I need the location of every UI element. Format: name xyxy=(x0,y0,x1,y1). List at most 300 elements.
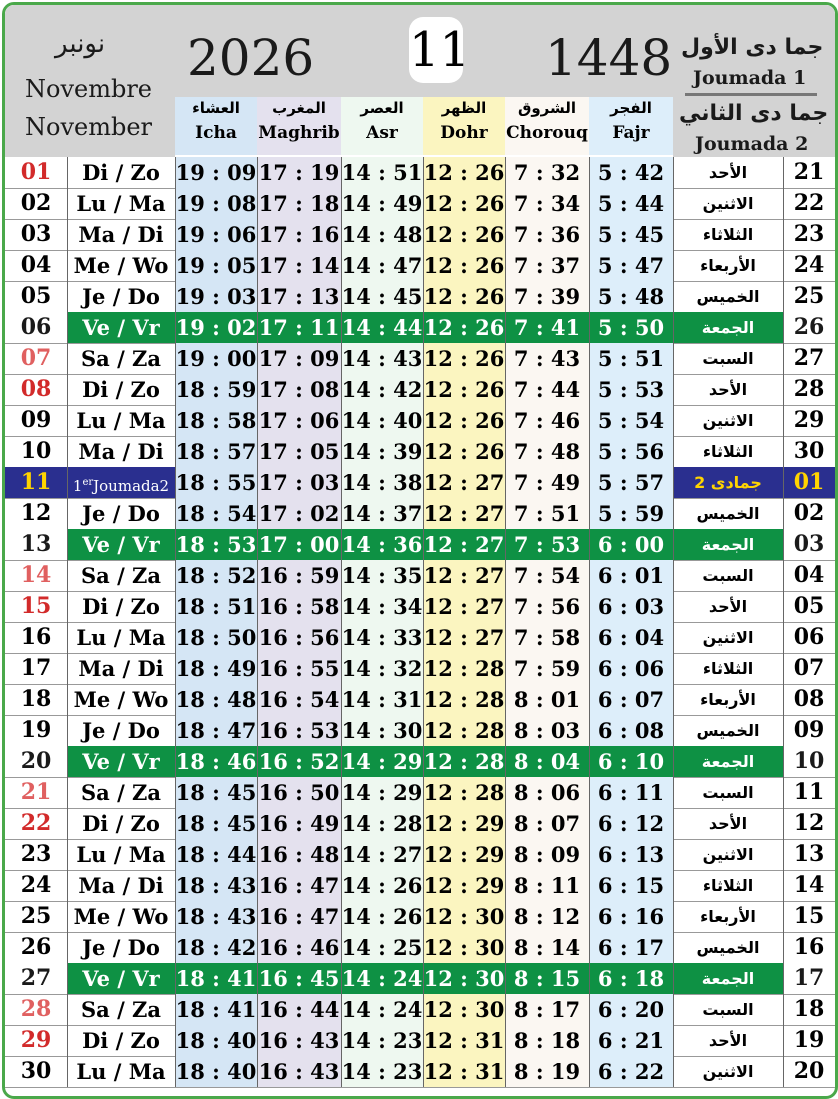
column-divider xyxy=(175,312,176,343)
asr-time: 14 : 33 xyxy=(341,622,423,653)
maghrib-time: 17 : 11 xyxy=(257,312,341,343)
column-divider xyxy=(505,281,506,312)
column-divider xyxy=(423,653,424,684)
hijri-day: 08 xyxy=(793,686,825,712)
fajr-time: 5 : 53 xyxy=(589,374,673,405)
asr-time: 14 : 45 xyxy=(341,281,423,312)
asr-time: 14 : 24 xyxy=(341,994,423,1025)
column-divider xyxy=(175,498,176,529)
day-number: 27 xyxy=(5,963,67,994)
fajr-time: 5 : 50 xyxy=(589,312,673,343)
hijri-day: 11 xyxy=(793,779,825,805)
maghrib-time: 17 : 19 xyxy=(257,157,341,188)
column-divider xyxy=(67,870,68,901)
hijri-separator xyxy=(685,93,817,96)
column-divider xyxy=(505,994,506,1025)
column-divider xyxy=(341,498,342,529)
chorouq-time: 7 : 48 xyxy=(505,436,589,467)
weekday-arabic: السبت xyxy=(702,783,754,802)
table-row xyxy=(5,281,835,313)
calendar-frame xyxy=(2,2,838,1099)
maghrib-time: 16 : 47 xyxy=(257,901,341,932)
column-divider xyxy=(67,684,68,715)
column-divider xyxy=(67,405,68,436)
dohr-time: 12 : 28 xyxy=(423,653,505,684)
dohr-time: 12 : 30 xyxy=(423,963,505,994)
day-number: 11 xyxy=(5,467,67,498)
icha-time: 18 : 48 xyxy=(175,684,257,715)
column-divider xyxy=(505,405,506,436)
column-divider xyxy=(341,281,342,312)
column-header-icha-label: Icha xyxy=(195,123,237,143)
table-row xyxy=(5,870,835,902)
icha-time: 19 : 02 xyxy=(175,312,257,343)
hijri-day: 15 xyxy=(793,903,825,929)
fajr-time: 6 : 18 xyxy=(589,963,673,994)
column-divider xyxy=(341,157,342,188)
column-divider xyxy=(341,622,342,653)
asr-time: 14 : 40 xyxy=(341,405,423,436)
day-number: 03 xyxy=(20,221,52,247)
ordinal-suffix: er xyxy=(82,477,94,488)
column-divider xyxy=(673,870,674,901)
column-divider xyxy=(589,653,590,684)
chorouq-time: 8 : 14 xyxy=(505,932,589,963)
column-divider xyxy=(783,498,784,529)
column-divider xyxy=(505,777,506,808)
hijri-day: 16 xyxy=(793,934,825,960)
column-divider xyxy=(67,901,68,932)
column-divider xyxy=(67,250,68,281)
column-divider xyxy=(423,498,424,529)
dohr-time: 12 : 27 xyxy=(423,591,505,622)
column-divider xyxy=(673,250,674,281)
column-divider xyxy=(67,622,68,653)
column-divider xyxy=(67,157,68,188)
weekday: Di / Zo xyxy=(82,377,160,402)
weekday: Ve / Vr xyxy=(67,529,175,560)
maghrib-time: 16 : 50 xyxy=(257,777,341,808)
column-divider xyxy=(67,312,68,343)
column-divider xyxy=(423,188,424,219)
fajr-time: 6 : 11 xyxy=(589,777,673,808)
icha-time: 18 : 57 xyxy=(175,436,257,467)
weekday: Sa / Za xyxy=(80,997,161,1022)
column-divider xyxy=(67,343,68,374)
maghrib-time: 16 : 54 xyxy=(257,684,341,715)
weekday-arabic: الاثنين xyxy=(702,1062,754,1081)
hijri-day: 04 xyxy=(793,562,825,588)
column-divider xyxy=(341,343,342,374)
fajr-time: 5 : 57 xyxy=(589,467,673,498)
fajr-time: 5 : 51 xyxy=(589,343,673,374)
dohr-time: 12 : 27 xyxy=(423,467,505,498)
asr-time: 14 : 51 xyxy=(341,157,423,188)
column-divider xyxy=(505,622,506,653)
fajr-time: 6 : 17 xyxy=(589,932,673,963)
column-divider xyxy=(257,777,258,808)
maghrib-time: 17 : 02 xyxy=(257,498,341,529)
column-divider xyxy=(589,839,590,870)
hijri-year: 1448 xyxy=(545,29,673,87)
fajr-time: 6 : 07 xyxy=(589,684,673,715)
weekday: Je / Do xyxy=(82,284,160,309)
column-divider xyxy=(505,312,506,343)
column-divider xyxy=(175,808,176,839)
column-divider xyxy=(505,374,506,405)
weekday: Di / Zo xyxy=(82,594,160,619)
icha-time: 18 : 47 xyxy=(175,715,257,746)
column-header-asr-arabic: العصر xyxy=(360,99,404,117)
column-divider xyxy=(589,343,590,374)
icha-time: 18 : 43 xyxy=(175,901,257,932)
table-row xyxy=(5,1025,835,1057)
weekday: Di / Zo xyxy=(82,811,160,836)
column-divider xyxy=(505,529,506,560)
column-divider xyxy=(673,374,674,405)
column-divider xyxy=(175,622,176,653)
column-divider xyxy=(257,157,258,188)
hijri-month-start-label: Joumada2 xyxy=(93,477,170,495)
day-number: 16 xyxy=(20,624,52,650)
weekday: Ma / Di xyxy=(78,222,164,247)
chorouq-time: 8 : 06 xyxy=(505,777,589,808)
column-divider xyxy=(673,622,674,653)
weekday: Ve / Vr xyxy=(67,312,175,343)
table-row xyxy=(5,963,835,995)
weekday-arabic: الجمعة xyxy=(673,746,783,777)
column-divider xyxy=(423,715,424,746)
chorouq-time: 7 : 49 xyxy=(505,467,589,498)
day-number: 06 xyxy=(5,312,67,343)
weekday: Sa / Za xyxy=(80,346,161,371)
dohr-time: 12 : 30 xyxy=(423,932,505,963)
column-divider xyxy=(175,1056,176,1087)
maghrib-time: 16 : 43 xyxy=(257,1056,341,1087)
column-divider xyxy=(257,529,258,560)
hijri-day: 25 xyxy=(793,283,825,309)
weekday: Di / Zo xyxy=(82,160,160,185)
maghrib-time: 16 : 59 xyxy=(257,560,341,591)
asr-time: 14 : 49 xyxy=(341,188,423,219)
column-divider xyxy=(505,498,506,529)
column-divider xyxy=(423,250,424,281)
chorouq-time: 7 : 36 xyxy=(505,219,589,250)
asr-time: 14 : 44 xyxy=(341,312,423,343)
column-divider xyxy=(175,901,176,932)
weekday-arabic: الجمعة xyxy=(673,963,783,994)
column-divider xyxy=(175,591,176,622)
maghrib-time: 17 : 09 xyxy=(257,343,341,374)
table-row xyxy=(5,343,835,375)
day-number: 25 xyxy=(20,903,52,929)
column-divider xyxy=(67,219,68,250)
hijri-month1-latin: Joumada 1 xyxy=(693,67,807,89)
day-number: 21 xyxy=(20,779,52,805)
dohr-time: 12 : 28 xyxy=(423,684,505,715)
column-divider xyxy=(341,870,342,901)
column-header-fajr-label: Fajr xyxy=(612,123,650,143)
asr-time: 14 : 24 xyxy=(341,963,423,994)
weekday: Sa / Za xyxy=(80,780,161,805)
column-divider xyxy=(423,560,424,591)
fajr-time: 6 : 22 xyxy=(589,1056,673,1087)
hijri-day: 20 xyxy=(793,1058,825,1084)
weekday-arabic: الثلاثاء xyxy=(702,876,754,895)
column-divider xyxy=(783,560,784,591)
chorouq-time: 7 : 54 xyxy=(505,560,589,591)
column-divider xyxy=(505,1025,506,1056)
weekday-arabic: الخميس xyxy=(696,938,760,957)
column-divider xyxy=(175,746,176,777)
column-divider xyxy=(783,777,784,808)
chorouq-time: 7 : 58 xyxy=(505,622,589,653)
hijri-day: 18 xyxy=(793,996,825,1022)
column-divider xyxy=(341,653,342,684)
column-header-icha xyxy=(175,97,257,155)
hijri-day: 28 xyxy=(793,376,825,402)
column-divider xyxy=(341,901,342,932)
column-divider xyxy=(257,405,258,436)
table-row xyxy=(5,219,835,251)
day-number: 30 xyxy=(20,1058,52,1084)
chorouq-time: 7 : 34 xyxy=(505,188,589,219)
column-divider xyxy=(257,498,258,529)
chorouq-time: 7 : 53 xyxy=(505,529,589,560)
month-name-french: Novembre xyxy=(25,75,153,103)
column-divider xyxy=(423,622,424,653)
column-divider xyxy=(673,157,674,188)
column-divider xyxy=(505,715,506,746)
dohr-time: 12 : 26 xyxy=(423,281,505,312)
column-divider xyxy=(67,188,68,219)
icha-time: 18 : 41 xyxy=(175,994,257,1025)
dohr-time: 12 : 27 xyxy=(423,498,505,529)
day-number: 20 xyxy=(5,746,67,777)
column-divider xyxy=(783,1056,784,1087)
weekday xyxy=(67,467,175,498)
day-number: 19 xyxy=(20,717,52,743)
icha-time: 18 : 53 xyxy=(175,529,257,560)
weekday: Sa / Za xyxy=(80,563,161,588)
column-divider xyxy=(257,312,258,343)
asr-time: 14 : 29 xyxy=(341,777,423,808)
day-number: 28 xyxy=(20,996,52,1022)
column-divider xyxy=(341,715,342,746)
column-divider xyxy=(673,1056,674,1087)
dohr-time: 12 : 26 xyxy=(423,374,505,405)
table-row xyxy=(5,622,835,654)
gregorian-year: 2026 xyxy=(187,29,315,87)
maghrib-time: 16 : 49 xyxy=(257,808,341,839)
dohr-time: 12 : 29 xyxy=(423,870,505,901)
column-divider xyxy=(423,684,424,715)
chorouq-time: 7 : 39 xyxy=(505,281,589,312)
column-divider xyxy=(589,746,590,777)
column-divider xyxy=(175,405,176,436)
column-divider xyxy=(341,529,342,560)
weekday: Lu / Ma xyxy=(76,1059,166,1084)
column-header-maghrib xyxy=(257,97,341,155)
column-divider xyxy=(341,188,342,219)
icha-time: 19 : 00 xyxy=(175,343,257,374)
weekday-arabic: الأحد xyxy=(708,597,748,616)
icha-time: 18 : 58 xyxy=(175,405,257,436)
column-divider xyxy=(423,591,424,622)
asr-time: 14 : 32 xyxy=(341,653,423,684)
fajr-time: 5 : 44 xyxy=(589,188,673,219)
weekday: Ve / Vr xyxy=(67,963,175,994)
column-divider xyxy=(175,1025,176,1056)
maghrib-time: 17 : 06 xyxy=(257,405,341,436)
column-divider xyxy=(673,529,674,560)
column-divider xyxy=(589,591,590,622)
column-divider xyxy=(589,529,590,560)
icha-time: 18 : 45 xyxy=(175,808,257,839)
table-row xyxy=(5,560,835,592)
column-divider xyxy=(67,932,68,963)
fajr-time: 6 : 04 xyxy=(589,622,673,653)
column-divider xyxy=(67,994,68,1025)
asr-time: 14 : 25 xyxy=(341,932,423,963)
column-divider xyxy=(67,374,68,405)
fajr-time: 6 : 20 xyxy=(589,994,673,1025)
column-divider xyxy=(175,188,176,219)
dohr-time: 12 : 28 xyxy=(423,777,505,808)
icha-time: 19 : 08 xyxy=(175,188,257,219)
column-divider xyxy=(175,281,176,312)
dohr-time: 12 : 26 xyxy=(423,250,505,281)
column-divider xyxy=(67,467,68,498)
chorouq-time: 7 : 46 xyxy=(505,405,589,436)
asr-time: 14 : 34 xyxy=(341,591,423,622)
weekday-arabic: الاثنين xyxy=(702,411,754,430)
chorouq-time: 7 : 41 xyxy=(505,312,589,343)
chorouq-time: 8 : 01 xyxy=(505,684,589,715)
column-divider xyxy=(67,591,68,622)
column-divider xyxy=(67,1056,68,1087)
asr-time: 14 : 37 xyxy=(341,498,423,529)
column-divider xyxy=(505,746,506,777)
fajr-time: 6 : 01 xyxy=(589,560,673,591)
column-header-asr-label: Asr xyxy=(366,123,398,143)
column-header-dohr-label: Dohr xyxy=(440,123,488,143)
column-divider xyxy=(341,436,342,467)
day-number: 23 xyxy=(20,841,52,867)
maghrib-time: 16 : 43 xyxy=(257,1025,341,1056)
maghrib-time: 17 : 13 xyxy=(257,281,341,312)
column-divider xyxy=(783,591,784,622)
asr-time: 14 : 23 xyxy=(341,1025,423,1056)
fajr-time: 5 : 54 xyxy=(589,405,673,436)
chorouq-time: 7 : 44 xyxy=(505,374,589,405)
day-number: 13 xyxy=(5,529,67,560)
column-divider xyxy=(175,157,176,188)
dohr-time: 12 : 26 xyxy=(423,312,505,343)
chorouq-time: 7 : 43 xyxy=(505,343,589,374)
column-divider xyxy=(257,684,258,715)
weekday: Lu / Ma xyxy=(76,842,166,867)
column-divider xyxy=(673,498,674,529)
weekday: Me / Wo xyxy=(73,904,169,929)
maghrib-time: 16 : 58 xyxy=(257,591,341,622)
weekday: Ve / Vr xyxy=(67,746,175,777)
column-divider xyxy=(257,932,258,963)
maghrib-time: 16 : 44 xyxy=(257,994,341,1025)
fajr-time: 6 : 08 xyxy=(589,715,673,746)
day-number: 24 xyxy=(20,872,52,898)
weekday-arabic: الأحد xyxy=(708,1031,748,1050)
column-divider xyxy=(175,374,176,405)
column-header-maghrib-label: Maghrib xyxy=(258,123,340,143)
column-header-fajr-arabic: الفجر xyxy=(610,99,652,117)
table-row xyxy=(5,653,835,685)
column-divider xyxy=(505,343,506,374)
column-divider xyxy=(257,963,258,994)
column-header-maghrib-arabic: المغرب xyxy=(272,99,326,117)
column-divider xyxy=(783,746,784,777)
dohr-time: 12 : 26 xyxy=(423,436,505,467)
column-divider xyxy=(341,808,342,839)
fajr-time: 5 : 45 xyxy=(589,219,673,250)
icha-time: 18 : 59 xyxy=(175,374,257,405)
column-divider xyxy=(673,467,674,498)
weekday: Me / Wo xyxy=(73,253,169,278)
weekday-arabic: الثلاثاء xyxy=(702,225,754,244)
column-divider xyxy=(589,1056,590,1087)
weekday-arabic: الاثنين xyxy=(702,845,754,864)
hijri-day: 05 xyxy=(793,593,825,619)
chorouq-time: 8 : 19 xyxy=(505,1056,589,1087)
column-divider xyxy=(783,870,784,901)
icha-time: 18 : 50 xyxy=(175,622,257,653)
column-divider xyxy=(673,560,674,591)
column-divider xyxy=(341,250,342,281)
weekday: Je / Do xyxy=(82,501,160,526)
column-divider xyxy=(505,963,506,994)
column-divider xyxy=(673,746,674,777)
weekday: Di / Zo xyxy=(82,1028,160,1053)
column-header-chorouq-arabic: الشروق xyxy=(517,99,577,117)
column-divider xyxy=(589,219,590,250)
column-divider xyxy=(505,839,506,870)
dohr-time: 12 : 26 xyxy=(423,219,505,250)
fajr-time: 6 : 13 xyxy=(589,839,673,870)
column-divider xyxy=(257,250,258,281)
icha-time: 18 : 45 xyxy=(175,777,257,808)
column-divider xyxy=(505,932,506,963)
column-divider xyxy=(673,994,674,1025)
dohr-time: 12 : 26 xyxy=(423,343,505,374)
chorouq-time: 8 : 18 xyxy=(505,1025,589,1056)
column-divider xyxy=(257,374,258,405)
dohr-time: 12 : 30 xyxy=(423,994,505,1025)
asr-time: 14 : 36 xyxy=(341,529,423,560)
table-row xyxy=(5,932,835,964)
column-divider xyxy=(175,839,176,870)
dohr-time: 12 : 27 xyxy=(423,529,505,560)
hijri-day: 22 xyxy=(793,190,825,216)
hijri-month2-latin: Joumada 2 xyxy=(695,133,809,155)
hijri-day: 24 xyxy=(793,252,825,278)
icha-time: 18 : 46 xyxy=(175,746,257,777)
day-number: 29 xyxy=(20,1027,52,1053)
weekday-arabic: الجمعة xyxy=(673,529,783,560)
fajr-time: 6 : 15 xyxy=(589,870,673,901)
column-divider xyxy=(423,436,424,467)
column-divider xyxy=(67,963,68,994)
column-divider xyxy=(341,1025,342,1056)
